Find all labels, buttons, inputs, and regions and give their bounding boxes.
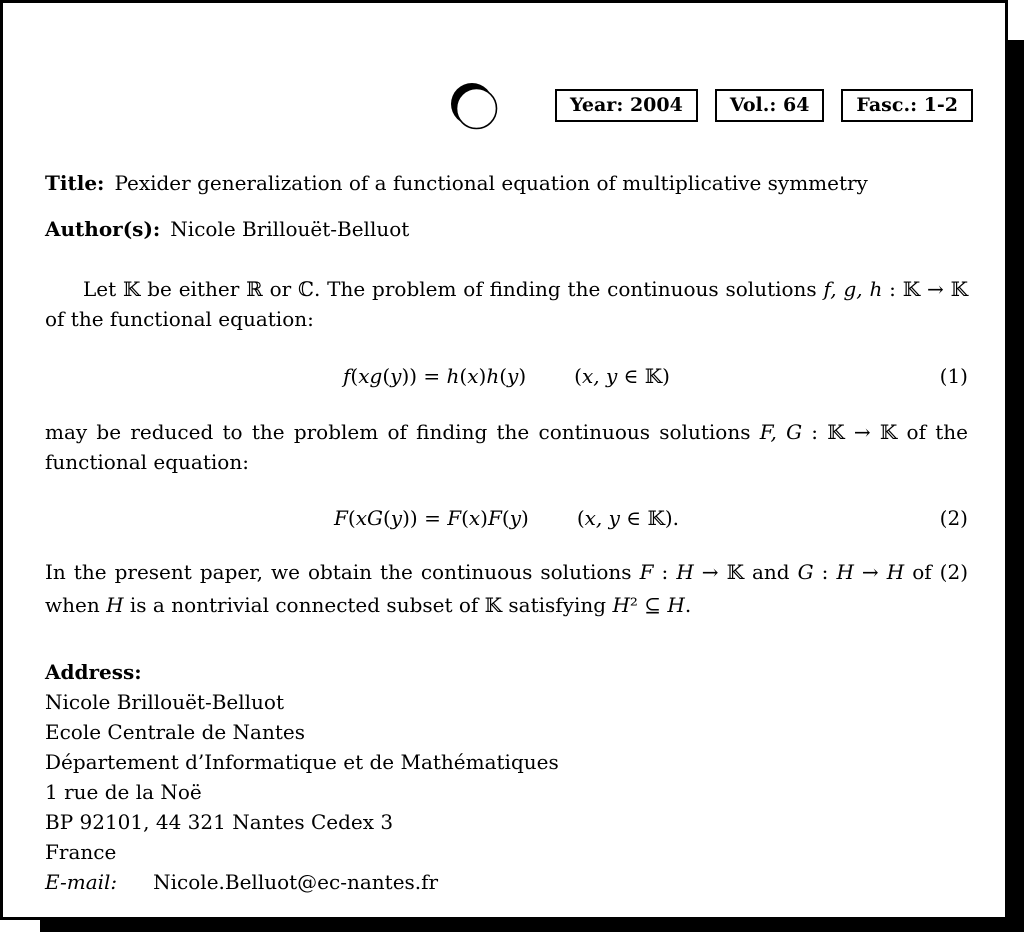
abstract-paragraph-2: may be reduced to the problem of finding the continuous solutions F, G : 𝕂 → 𝕂 of the functional equation:: [45, 420, 969, 474]
fascicle-badge: Fasc.: 1-2: [841, 89, 973, 122]
abstract-paragraph-1: Let 𝕂 be either ℝ or ℂ. The problem of finding the continuous solutions f, g, h : 𝕂 → 𝕂 of the functional equation:: [45, 277, 968, 331]
page-drop-shadow-right: [1008, 40, 1024, 932]
author-label: Author(s):: [45, 217, 161, 241]
address-line-email: E-mail: Nicole.Belluot@ec-nantes.fr: [45, 870, 439, 894]
paper-title: Pexider generalization of a functional equation of multiplicative symmetry: [114, 171, 868, 195]
title-label: Title:: [45, 171, 105, 195]
address-line-country: France: [45, 840, 117, 864]
address-line-street: 1 rue de la Noë: [45, 780, 202, 804]
volume-badge: Vol.: 64: [715, 89, 825, 122]
title-line: [45, 170, 968, 197]
journal-crescent-logo: [449, 82, 501, 134]
equation-1-body: f(xg(y)) = h(x)h(y) (x, y ∈ 𝕂): [343, 364, 670, 388]
equation-1: [45, 359, 968, 393]
equation-2-number: (2): [939, 506, 968, 530]
equation-1-number: (1): [939, 364, 968, 388]
issue-badges: [555, 89, 973, 122]
author-line: [45, 216, 968, 243]
abstract-paragraph-3: In the present paper, we obtain the continuous solutions F : H → 𝕂 and G : H → H of (2) when H is a nontrivial connected subset of 𝕂 satisfying H² ⊆ H.: [45, 560, 969, 617]
page-drop-shadow-bottom: [40, 920, 1024, 932]
year-badge: Year: 2004: [555, 89, 698, 122]
address-line-school: Ecole Centrale de Nantes: [45, 720, 305, 744]
address-line-department: Département d’Informatique et de Mathématiques: [45, 750, 559, 774]
equation-2: [45, 501, 968, 535]
equation-2-body: F(xG(y)) = F(x)F(y) (x, y ∈ 𝕂).: [334, 506, 679, 530]
address-block: [45, 657, 968, 897]
address-line-name: Nicole Brillouët-Belluot: [45, 690, 285, 714]
address-line-city: BP 92101, 44 321 Nantes Cedex 3: [45, 810, 394, 834]
paper-author: Nicole Brillouët-Belluot: [170, 217, 410, 241]
address-label: Address:: [45, 660, 142, 684]
